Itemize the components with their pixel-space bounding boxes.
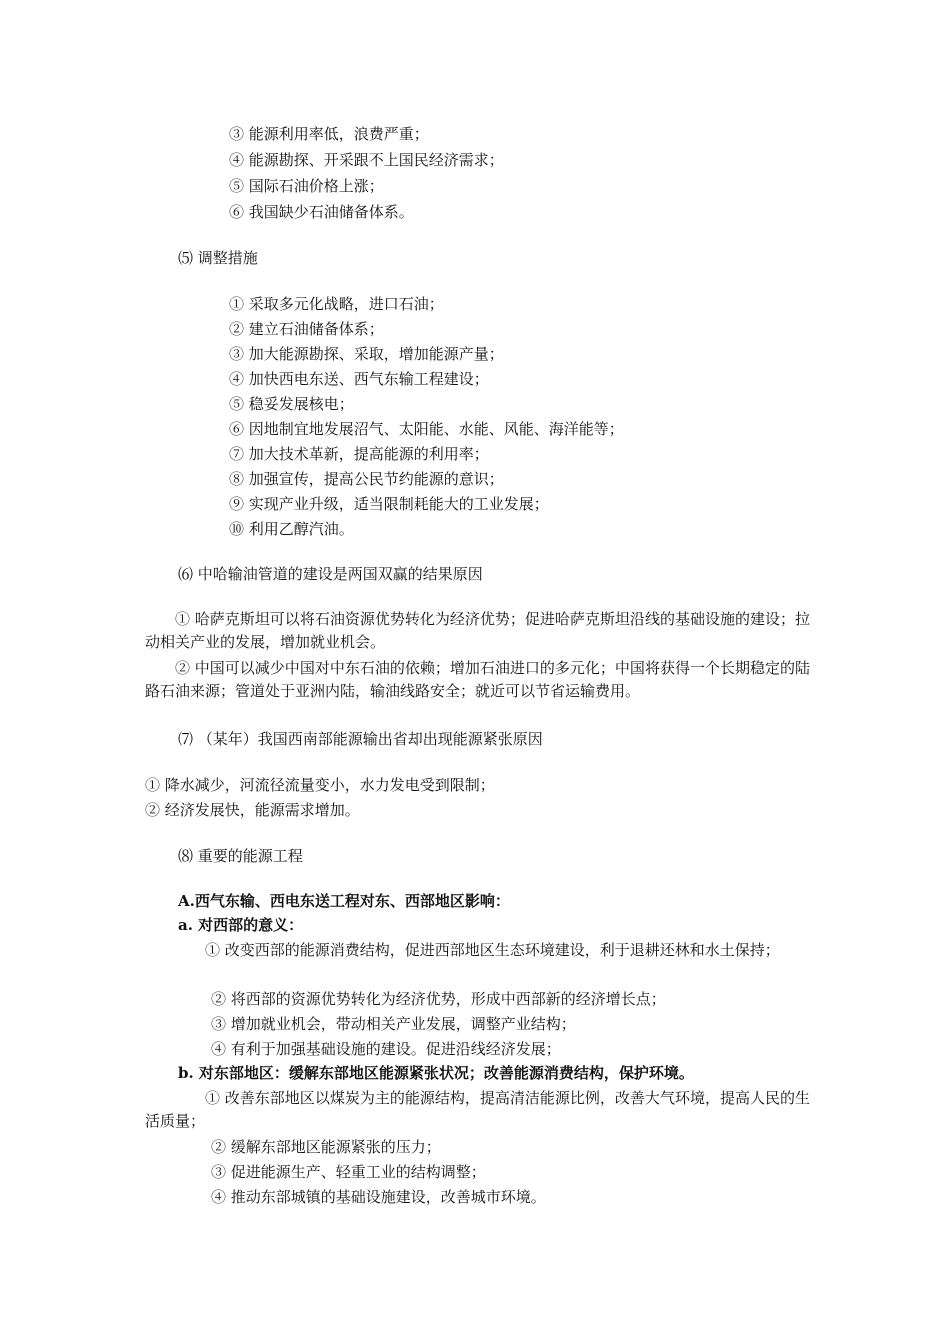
list-item: ⑥ 我国缺少石油储备体系。 [229,203,414,221]
list-item: ④ 能源勘探、开采跟不上国民经济需求； [229,151,504,169]
paragraph: ① 哈萨克斯坦可以将石油资源优势转化为经济优势；促进哈萨克斯坦沿线的基础设施的建设；拉动相关产业的发展，增加就业机会。 [145,610,810,651]
list-item: ③ 加大能源勘探、采取，增加能源产量； [229,345,504,363]
section-heading-7: ⑺ （某年）我国西南部能源输出省却出现能源紧张原因 [178,730,543,748]
list-item: ① 采取多元化战略，进口石油； [229,295,444,313]
list-item: ② 将西部的资源优势转化为经济优势，形成中西部新的经济增长点； [211,990,666,1008]
list-item: ⑦ 加大技术革新，提高能源的利用率； [229,445,489,463]
list-item: ⑥ 因地制宜地发展沼气、太阳能、水能、风能、海洋能等； [229,420,624,438]
list-item: ④ 加快西电东送、西气东输工程建设； [229,370,489,388]
list-item: ⑤ 国际石油价格上涨； [229,177,384,195]
list-item: ⑩ 利用乙醇汽油。 [229,520,354,538]
subsection-subtitle: a. 对西部的意义： [178,916,304,934]
paragraph: ① 改善东部地区以煤炭为主的能源结构，提高清洁能源比例，改善大气环境，提高人民的生活质量； [145,1089,810,1130]
section-heading-8: ⑻ 重要的能源工程 [178,847,303,865]
list-item: ⑧ 加强宣传，提高公民节约能源的意识； [229,470,504,488]
list-item: ④ 推动东部城镇的基础设施建设，改善城市环境。 [211,1188,546,1206]
list-item: ⑤ 稳妥发展核电； [229,395,354,413]
list-item: ③ 增加就业机会，带动相关产业发展，调整产业结构； [211,1015,576,1033]
list-item: ③ 能源利用率低，浪费严重； [229,125,429,143]
list-item: ② 缓解东部地区能源紧张的压力； [211,1138,441,1156]
list-item: ④ 有利于加强基础设施的建设。促进沿线经济发展； [211,1040,561,1058]
section-heading-6: ⑹ 中哈输油管道的建设是两国双赢的结果原因 [178,565,483,583]
section-heading-5: ⑸ 调整措施 [178,249,258,267]
list-item: ⑨ 实现产业升级，适当限制耗能大的工业发展； [229,495,549,513]
subsection-title: A.西气东输、西电东送工程对东、西部地区影响： [178,892,510,910]
subsection-subtitle: b. 对东部地区：缓解东部地区能源紧张状况；改善能源消费结构，保护环境。 [178,1064,694,1082]
list-item: ② 经济发展快，能源需求增加。 [145,801,360,819]
list-item: ③ 促进能源生产、轻重工业的结构调整； [211,1163,486,1181]
paragraph: ① 改变西部的能源消费结构，促进西部地区生态环境建设，利于退耕还林和水土保持； [205,941,780,959]
paragraph: ② 中国可以减少中国对中东石油的依赖；增加石油进口的多元化；中国将获得一个长期稳定的陆路石油来源；管道处于亚洲内陆，输油线路安全；就近可以节省运输费用。 [145,659,810,700]
list-item: ② 建立石油储备体系； [229,320,384,338]
list-item: ① 降水减少，河流径流量变小，水力发电受到限制； [145,776,495,794]
